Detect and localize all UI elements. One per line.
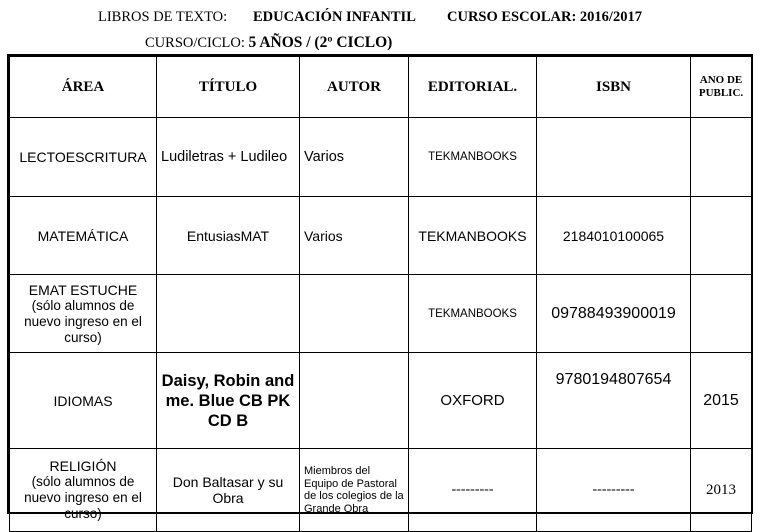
cell-autor — [300, 275, 409, 353]
area-note: (sólo alumnos de nuevo ingreso en el curso) — [24, 297, 142, 345]
cell-editorial: OXFORD — [409, 353, 537, 449]
cell-isbn: 9780194807654 — [537, 353, 691, 449]
area-name: EMAT ESTUCHE — [28, 281, 138, 298]
cell-autor: Miembros del Equipo de Pastoral de los colegios de la Grande Obra — [300, 449, 409, 532]
table-header-row — [10, 57, 752, 118]
area-name: MATEMÁTICA — [37, 227, 129, 244]
cell-editorial: TEKMANBOOKS — [409, 197, 537, 275]
cell-autor — [300, 353, 409, 449]
cell-isbn — [537, 118, 691, 197]
cell-editorial: --------- — [409, 449, 537, 532]
header-label: LIBROS DE TEXTO: — [98, 9, 228, 25]
column-header-autor: AUTOR — [300, 57, 409, 118]
cell-titulo — [157, 275, 300, 353]
cell-area — [10, 275, 157, 353]
area-name: IDIOMAS — [53, 392, 113, 409]
document-header-line2 — [145, 34, 392, 52]
cell-ano: 2013 — [691, 449, 752, 532]
column-header-editorial: EDITORIAL. — [409, 57, 537, 118]
cell-ano: 2015 — [691, 353, 752, 449]
cell-titulo: Daisy, Robin and me. Blue CB PK CD B — [157, 353, 300, 449]
cell-isbn: 09788493900019 — [537, 275, 691, 353]
column-header-ano: ANO DE PUBLIC. — [691, 57, 752, 118]
cell-area — [10, 118, 157, 197]
cell-ano — [691, 275, 752, 353]
cell-autor: Varios — [300, 197, 409, 275]
area-name: RELIGIÓN — [49, 458, 117, 474]
cell-titulo: EntusiasMAT — [157, 197, 300, 275]
cell-titulo: Don Baltasar y su Obra — [157, 449, 300, 532]
table-row — [10, 197, 752, 275]
cell-area — [10, 449, 157, 532]
cell-editorial: TEKMANBOOKS — [409, 275, 537, 353]
cell-editorial: TEKMANBOOKS — [409, 118, 537, 197]
table-row — [10, 449, 752, 532]
cell-isbn: --------- — [537, 449, 691, 532]
cell-isbn: 2184010100065 — [537, 197, 691, 275]
cell-ano — [691, 118, 752, 197]
column-header-isbn: ISBN — [537, 57, 691, 118]
table-row — [10, 275, 752, 353]
area-note: (sólo alumnos de nuevo ingreso en el curso) — [24, 474, 142, 521]
table-row — [10, 353, 752, 449]
course-value: 5 AÑOS / (2º CICLO) — [248, 34, 393, 51]
column-header-area: ÁREA — [10, 57, 157, 118]
cell-autor: Varios — [300, 118, 409, 197]
area-name: LECTOESCRITURA — [19, 149, 147, 165]
column-header-titulo: TÍTULO — [157, 57, 300, 118]
table-row — [10, 118, 752, 197]
cell-area — [10, 353, 157, 449]
cell-titulo: Ludiletras + Ludileo — [157, 118, 300, 197]
header-school-year: CURSO ESCOLAR: 2016/2017 — [447, 9, 642, 25]
textbook-table — [9, 56, 752, 532]
course-label: CURSO/CICLO: — [145, 35, 245, 51]
header-stage: EDUCACIÓN INFANTIL — [253, 9, 416, 25]
cell-ano — [691, 197, 752, 275]
cell-area — [10, 197, 157, 275]
